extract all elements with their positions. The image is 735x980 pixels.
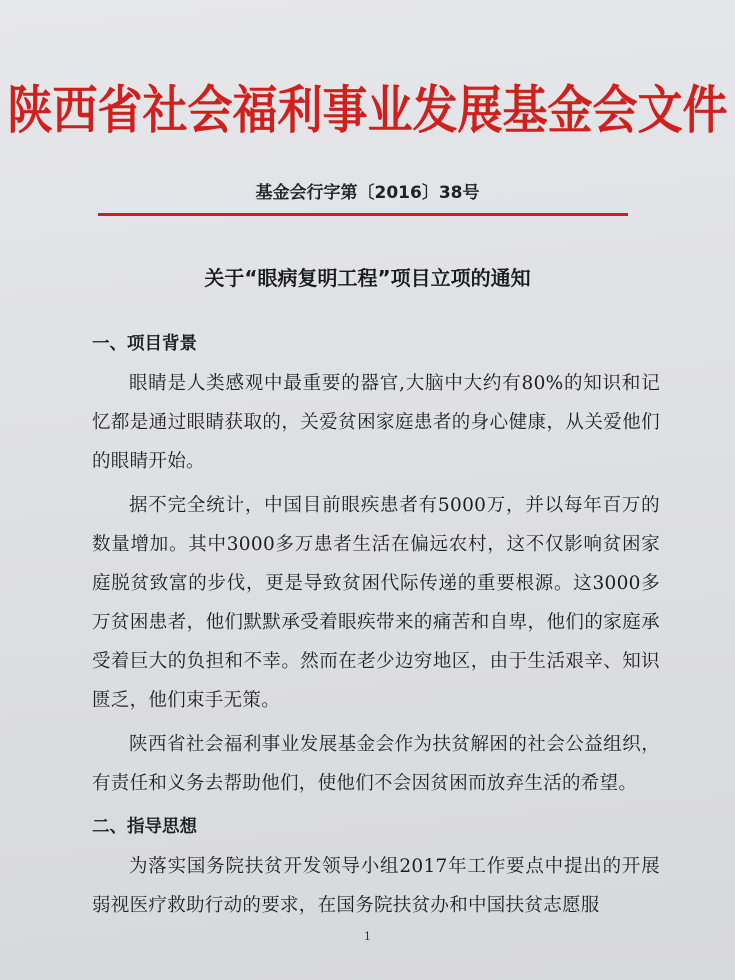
section-heading: 二、指导思想 xyxy=(92,817,197,837)
section-background xyxy=(92,325,660,803)
section-guiding-principles xyxy=(92,808,660,925)
section-heading: 一、项目背景 xyxy=(92,334,197,354)
document-header: 陕西省社会福利事业发展基金会文件 xyxy=(7,79,728,141)
page-number: 1 xyxy=(364,930,371,943)
paragraph: 眼睛是人类感观中最重要的器官,大脑中大约有80%的知识和记忆都是通过眼睛获取的，关爱贫困家庭患者的身心健康，从关爱他们的眼睛开始。 xyxy=(92,373,660,472)
document-title: 关于“眼病复明工程”项目立项的通知 xyxy=(204,266,531,290)
paragraph: 据不完全统计，中国目前眼疾患者有5000万，并以每年百万的数量增加。其中3000多万患者生活在偏远农村，这不仅影响贫困家庭脱贫致富的步伐，更是导致贫困代际传递的重要根源。这3000多万贫困患者，他们默默承受着眼疾带来的痛苦和自卑，他们的家庭承受着巨大的负担和不幸。然而在老少边穷地区，由于生活艰辛、知识匮乏，他们束手无策。 xyxy=(92,495,660,711)
header-divider xyxy=(98,213,628,216)
document-body xyxy=(92,325,660,930)
paragraph: 为落实国务院扶贫开发领导小组2017年工作要点中提出的开展弱视医疗救助行动的要求，在国务院扶贫办和中国扶贫志愿服 xyxy=(92,856,660,916)
document-number: 基金会行字第〔2016〕38号 xyxy=(255,183,480,203)
paragraph: 陕西省社会福利事业发展基金会作为扶贫解困的社会公益组织，有责任和义务去帮助他们，使他们不会因贫困而放弃生活的希望。 xyxy=(92,734,660,794)
